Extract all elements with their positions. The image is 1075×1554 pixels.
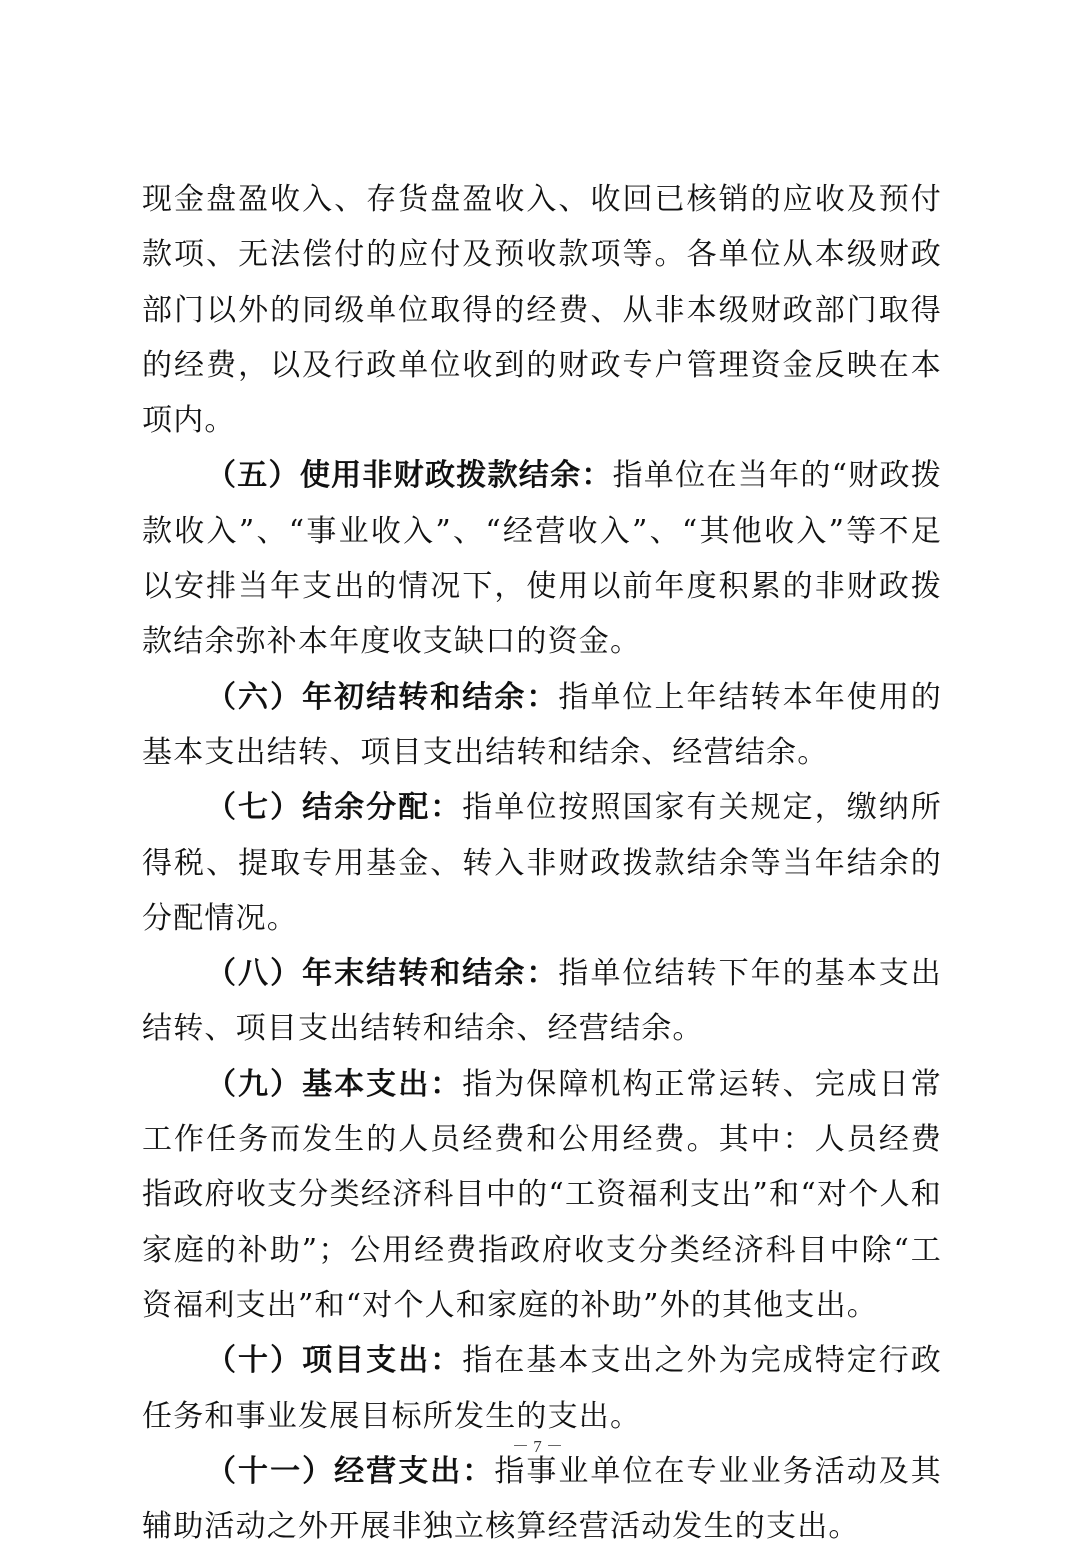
- paragraph-term: （七）结余分配：: [206, 790, 463, 826]
- paragraph-item-11: [142, 1444, 942, 1554]
- paragraph-term: （八）年末结转和结余：: [206, 956, 559, 992]
- paragraph-item-10: [142, 1333, 942, 1444]
- paragraph-text: 指为保障机构正常运转、完成日常工作任务而发生的人员经费和公用经费。其中：人员经费指政府收支分类经济科目中的“工资福利支出”和“对个人和家庭的补助”；公用经费指政府收支分类经济科目中除“工资福利支出”和“对个人和家庭的补助”外的其他支出。: [142, 1066, 942, 1323]
- paragraph-text: 指事业单位在专业业务活动及其辅助活动之外开展非独立核算经营活动发生的支出。: [142, 1453, 942, 1545]
- paragraph-term: （九）基本支出：: [206, 1066, 463, 1102]
- paragraph-item-7: [142, 780, 942, 946]
- paragraph-item-6: [142, 670, 942, 781]
- paragraph-item-8: [142, 946, 942, 1057]
- paragraph-term: （五）使用非财政拨款结余：: [206, 458, 613, 494]
- paragraph-item-5: [142, 448, 942, 669]
- paragraph-text: 指在基本支出之外为完成特定行政任务和事业发展目标所发生的支出。: [142, 1343, 942, 1434]
- paragraph-term: （六）年初结转和结余：: [206, 679, 559, 715]
- paragraph-text: 指单位在当年的“财政拨款收入”、“事业收入”、“经营收入”、“其他收入”等不足以安排当年支出的情况下，使用以前年度积累的非财政拨款结余弥补本年度收支缺口的资金。: [142, 458, 942, 660]
- paragraph-text: 指单位结转下年的基本支出结转、项目支出结转和结余、经营结余。: [142, 956, 943, 1047]
- page-number: － 7 －: [512, 1437, 563, 1456]
- paragraph-text: 指单位上年结转本年使用的基本支出结转、项目支出结转和结余、经营结余。: [142, 679, 943, 770]
- paragraph-term: （十一）经营支出：: [206, 1453, 495, 1489]
- paragraph-continued: [142, 172, 942, 448]
- document-body: [142, 172, 942, 1554]
- paragraph-term: （十）项目支出：: [206, 1343, 463, 1379]
- paragraph-text: 指单位按照国家有关规定，缴纳所得税、提取专用基金、转入非财政拨款结余等当年结余的分配情况。: [142, 790, 942, 936]
- paragraph-text: 现金盘盈收入、存货盘盈收入、收回已核销的应收及预付款项、无法偿付的应付及预收款项等。各单位从本级财政部门以外的同级单位取得的经费、从非本级财政部门取得的经费，以及行政单位收到的财政专户管理资金反映在本项内。: [142, 182, 942, 439]
- paragraph-item-9: [142, 1057, 942, 1333]
